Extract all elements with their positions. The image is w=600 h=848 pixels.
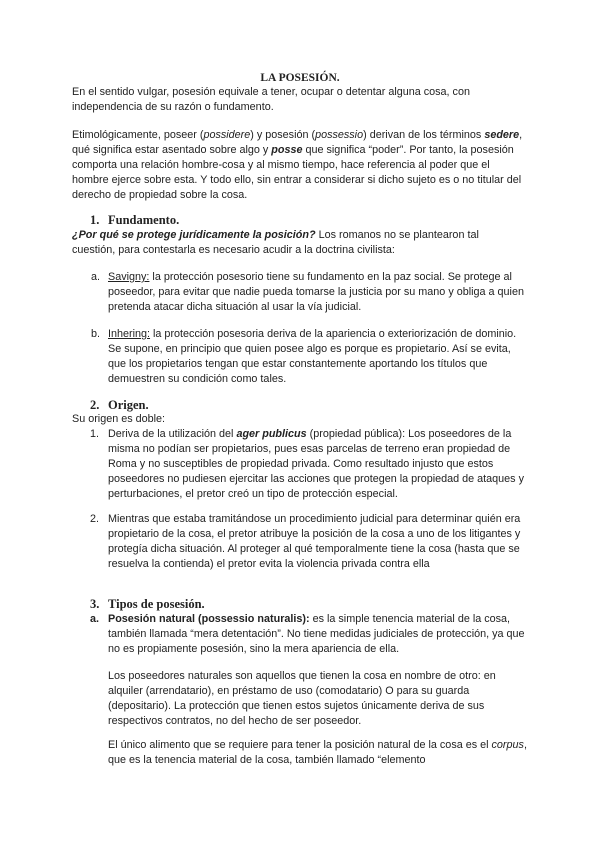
list-marker: 1.	[90, 428, 100, 440]
page-title: LA POSESIÓN.	[260, 72, 340, 84]
poseedores-naturales-paragraph: Los poseedores naturales son aquellos que tienen la cosa en nombre de otro: en alquiler (arrendatario), en préstamo de uso (comodatario) O para su guarda (depositario). La protección que tienen estos sujetos únicamente deriva de sus respectivos contratos, no del hecho de ser poseedor.	[108, 670, 496, 727]
origen-item-1: Deriva de la utilización del ager publicus (propiedad pública): Los poseedores de la misma no podían ser propietarios, pues esas parcelas de terreno eran propiedad de Roma y no susceptibles de propiedad privada. Como resultado injusto que estos poseedores no pudiesen ejercitar las acciones que protegen la propiedad de ataques y perturbaciones, el pretor creó un tipo de protección especial.	[108, 428, 524, 500]
origen-item-2: Mientras que estaba tramitándose un procedimiento judicial para determinar quién era propietario de la cosa, el pretor atribuye la posición de la cosa a uno de los litigantes y protegía dicha situación. Al proteger al qué temporalmente tiene la cosa (hasta que se resuelva la contienda) el pretor evita la violencia privada contra ella	[108, 513, 521, 570]
inhering-item: Inhering: la protección posesoria deriva de la apariencia o exteriorización de dominio. Se supone, en principio que quien posee algo es porque es propietario. Así se evita, que los propietarios tengan que estar constantemente aportando los títulos que demuestren su condición como tales.	[108, 328, 517, 385]
section-heading-tipos: 3. Tipos de posesión.	[90, 597, 205, 611]
savigny-item: Savigny: la protección posesorio tiene su fundamento en la paz social. Se protege al poseedor, para evitar que nadie pueda tomarse la justicia por su mano y obliga a quien pretenda atacar dicha situación al usar la vía judicial.	[108, 271, 524, 313]
list-marker: 2.	[90, 513, 100, 525]
section-heading-origen: 2. Origen.	[90, 398, 149, 412]
list-marker: a.	[91, 271, 101, 283]
list-marker: b.	[91, 328, 101, 340]
section-heading-fundamento: 1. Fundamento.	[90, 213, 180, 227]
corpus-paragraph: El único alimento que se requiere para tener la posición natural de la cosa es el corpus, que es la tenencia material de la cosa, también llamado “elemento	[108, 739, 527, 766]
etymology-paragraph: Etimológicamente, poseer (possidere) y posesión (possessio) derivan de los términos sedere, qué significa estar asentado sobre algo y posse que significa “poder”. Por tanto, la posesión comporta una relación hombre-cosa y al mismo tiempo, hace referencia al poder que el hombre ejerce sobre esta. Y todo ello, sin entrar a considerar si dicho sujeto es o no titular del derecho de propiedad sobre la cosa.	[72, 129, 523, 201]
posesion-natural-item: Posesión natural (possessio naturalis): es la simple tenencia material de la cosa, también llamada “mera detentación”. No tiene medidas judiciales de protección, ya que no es propiamente posesión, sino la mera apariencia de ella.	[108, 613, 525, 655]
list-marker: a.	[90, 613, 100, 625]
origen-intro: Su origen es doble:	[72, 413, 166, 425]
intro-paragraph: En el sentido vulgar, posesión equivale a tener, ocupar o detentar alguna cosa, con independencia de su razón o fundamento.	[72, 86, 470, 113]
fundamento-question-paragraph: ¿Por qué se protege jurídicamente la posición? Los romanos no se plantearon tal cuestión, para contestarla es necesario acudir a la doctrina civilista:	[72, 229, 479, 256]
